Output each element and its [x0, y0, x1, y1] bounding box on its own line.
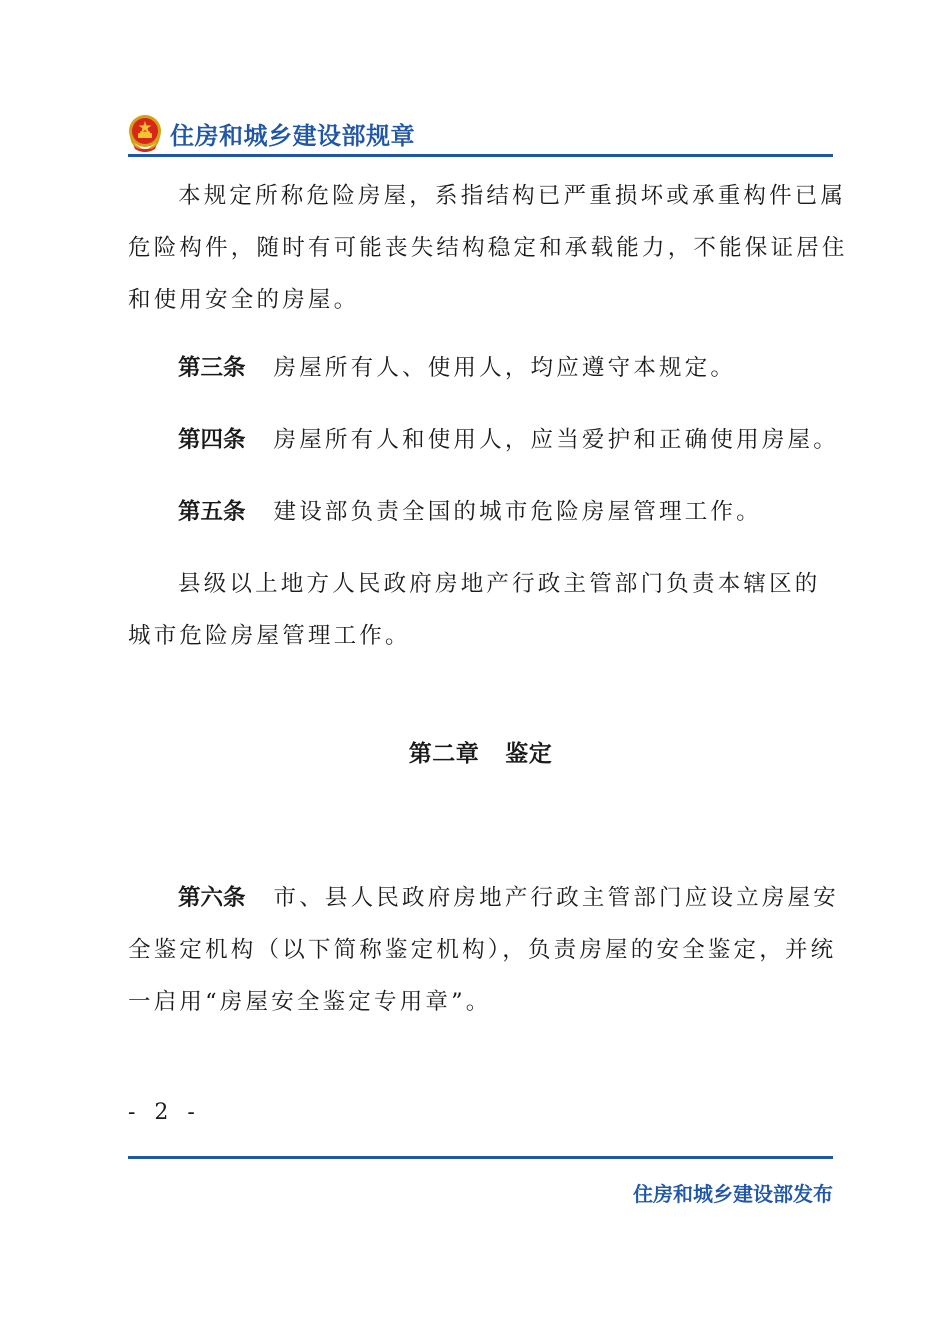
article-4-label: 第四条: [178, 427, 246, 453]
article-4-text: 房屋所有人和使用人，应当爱护和正确使用房屋。: [273, 427, 839, 453]
header-title: 住房和城乡建设部规章: [170, 122, 415, 150]
article-6-text-1: 市、县人民政府房地产行政主管部门应设立房屋安: [273, 885, 839, 911]
national-emblem-icon: [128, 114, 162, 152]
article-5-text: 建设部负责全国的城市危险房屋管理工作。: [273, 499, 762, 525]
article-3-text: 房屋所有人、使用人，均应遵守本规定。: [273, 355, 737, 381]
definition-paragraph-line-2: 危险构件，随时有可能丧失结构稳定和承载能力，不能保证居住: [128, 235, 848, 261]
article-5-para-2-line-2: 城市危险房屋管理工作。: [128, 623, 411, 649]
article-5-label: 第五条: [178, 499, 246, 525]
article-6-line-1: [128, 872, 883, 924]
article-6-line-3: 一启用“房屋安全鉴定专用章”。: [128, 989, 492, 1015]
chapter-title: 鉴定: [505, 741, 553, 767]
chapter-number: 第二章: [408, 741, 480, 767]
page-header: [128, 112, 833, 156]
article-6-line-2: 全鉴定机构（以下简称鉴定机构），负责房屋的安全鉴定，并统: [128, 937, 837, 963]
article-5: [128, 486, 883, 538]
article-6-label: 第六条: [178, 885, 246, 911]
page-number: - 2 -: [128, 1100, 201, 1125]
definition-paragraph-line-1: 本规定所称危险房屋，系指结构已严重损坏或承重构件已属: [178, 183, 847, 209]
article-3-label: 第三条: [178, 355, 246, 381]
article-3: [128, 342, 883, 394]
definition-paragraph-line-3: 和使用安全的房屋。: [128, 287, 360, 313]
article-4: [128, 414, 883, 466]
article-5-para-2-line-1: 县级以上地方人民政府房地产行政主管部门负责本辖区的: [178, 571, 821, 597]
footer-divider: [128, 1156, 833, 1159]
header-divider: [128, 154, 833, 157]
footer-publisher: 住房和城乡建设部发布: [633, 1182, 833, 1206]
chapter-heading: [128, 728, 833, 780]
